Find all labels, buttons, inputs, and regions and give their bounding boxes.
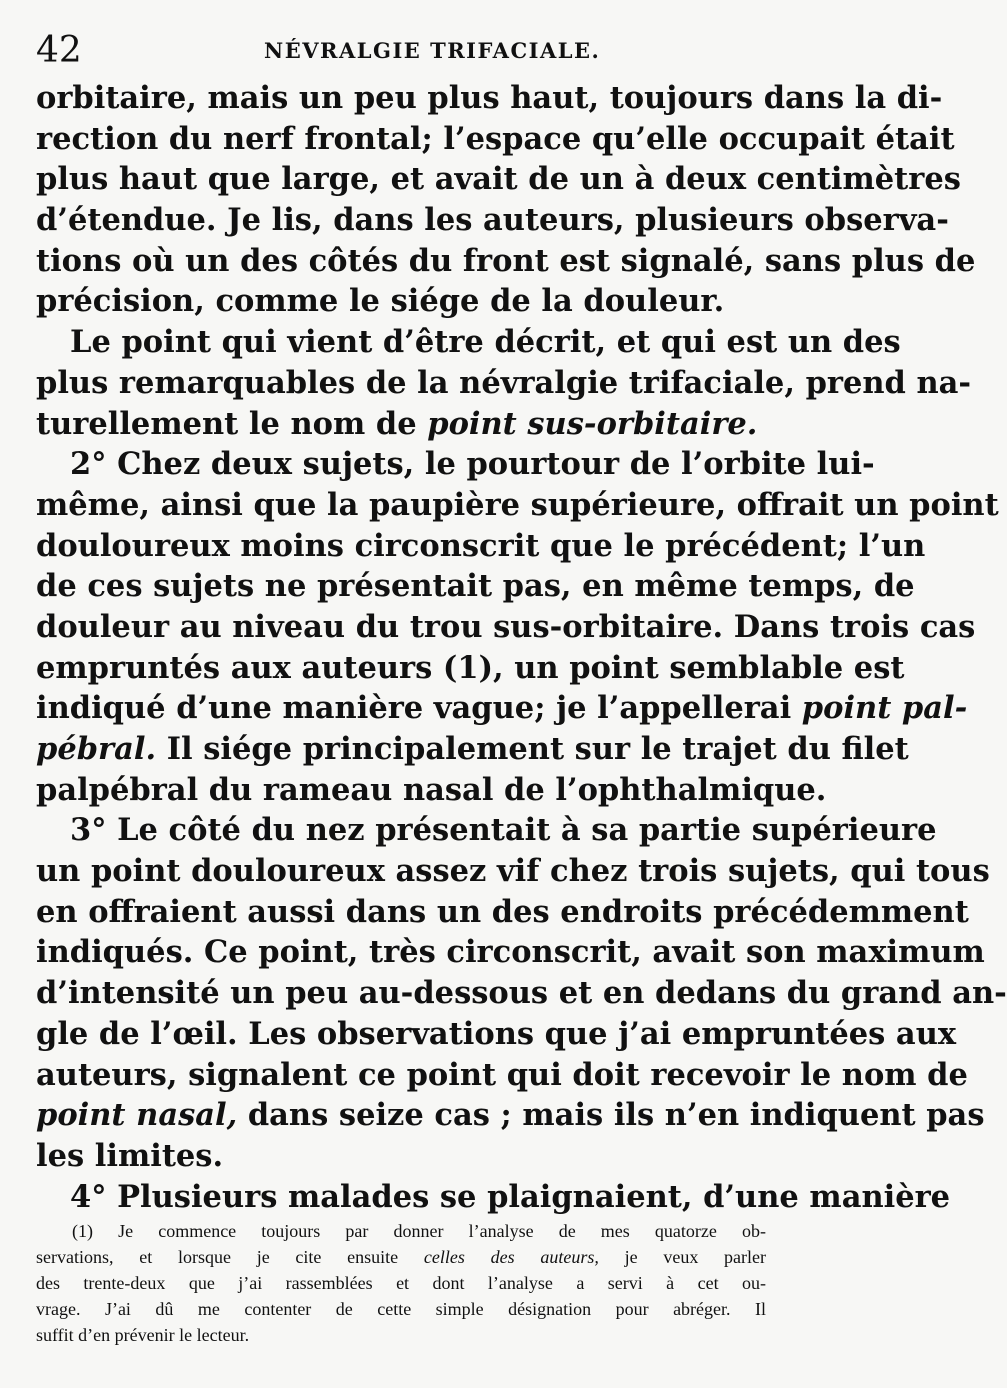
text-line: empruntés aux auteurs (1), un point semblable est [36,649,905,686]
footnote [36,1218,766,1348]
text-line: de ces sujets ne présentait pas, en même temps, de [36,568,915,605]
footnote-italic: celles des auteurs, [423,1247,599,1267]
text-segment: turellement le nom de [36,405,417,442]
text-segment: Il siége principalement sur le trajet du filet [166,731,909,767]
text-line [36,404,766,445]
text-line: palpébral du rameau nasal de l’ophthalmique. [36,771,827,808]
text-line: 3° Le côté du nez présentait à sa partie supérieure [70,812,937,849]
footnote-segment: je veux parler [624,1247,767,1267]
footnote-line: (1) Je commence toujours par donner l’analyse de mes quatorze ob- [72,1221,766,1241]
page-number: 42 [36,30,82,71]
text-line: précision, comme le siége de la douleur. [36,283,725,320]
text-line: même, ainsi que la paupière supérieure, offrait un point [36,486,999,523]
term-point-palpebral: point pal- [801,690,968,727]
text-segment: indiqué d’une manière vague; je l’appellerai [36,690,792,727]
text-line: rection du nerf frontal; l’espace qu’elle occupait était [36,120,955,157]
text-line: auteurs, signalent ce point qui doit recevoir le nom de [36,1056,968,1093]
text-line: d’intensité un peu au-dessous et en dedans du grand an- [36,975,1007,1012]
text-line: un point douloureux assez vif chez trois sujets, qui tous [36,853,990,890]
text-segment: dans seize cas ; mais ils n’en indiquent pas [247,1097,985,1134]
term-palpebral-end: pébral. [36,731,157,767]
text-line: d’étendue. Je lis, dans les auteurs, plusieurs observa- [36,202,949,239]
text-line: douleur au niveau du trou sus-orbitaire. Dans trois cas [36,608,976,645]
text-line [36,1095,985,1136]
text-line: plus haut que large, et avait de un à deux centimètres [36,161,961,198]
footnote-line: vrage. J’ai dû me contenter de cette simple désignation pour abréger. Il [36,1299,766,1319]
text-line [36,729,909,770]
text-line: les limites. [36,1137,224,1174]
term-point-nasal: point nasal, [36,1097,238,1134]
footnote-line: des trente-deux que j’ai rassemblées et dont l’analyse a servi à cet ou- [36,1273,766,1293]
text-line: tions où un des côtés du front est signalé, sans plus de [36,242,976,279]
footnote-line: suffit d’en prévenir le lecteur. [36,1325,250,1345]
term-point-sus-orbitaire: point sus-orbitaire. [427,405,758,442]
footnote-segment: servations, et lorsque je cite ensuite [36,1247,399,1267]
text-line: Le point qui vient d’être décrit, et qui est un des [70,324,901,361]
footnote-line [36,1244,766,1270]
text-line: orbitaire, mais un peu plus haut, toujours dans la di- [36,80,943,116]
text-line: 2° Chez deux sujets, le pourtour de l’orbite lui- [70,446,875,483]
running-head: NÉVRALGIE TRIFACIALE. [264,38,601,63]
text-line: en offraient aussi dans un des endroits précédemment [36,893,969,930]
text-line: douloureux moins circonscrit que le précédent; l’un [36,527,926,564]
text-line [36,688,968,729]
text-line: 4° Plusieurs malades se plaignaient, d’une manière [70,1178,951,1215]
text-line: indiqués. Ce point, très circonscrit, avait son maximum [36,934,985,971]
body-text [36,78,1007,1217]
text-line: gle de l’œil. Les observations que j’ai empruntées aux [36,1015,957,1052]
page-header [36,30,766,74]
text-line: plus remarquables de la névralgie trifaciale, prend na- [36,364,972,401]
